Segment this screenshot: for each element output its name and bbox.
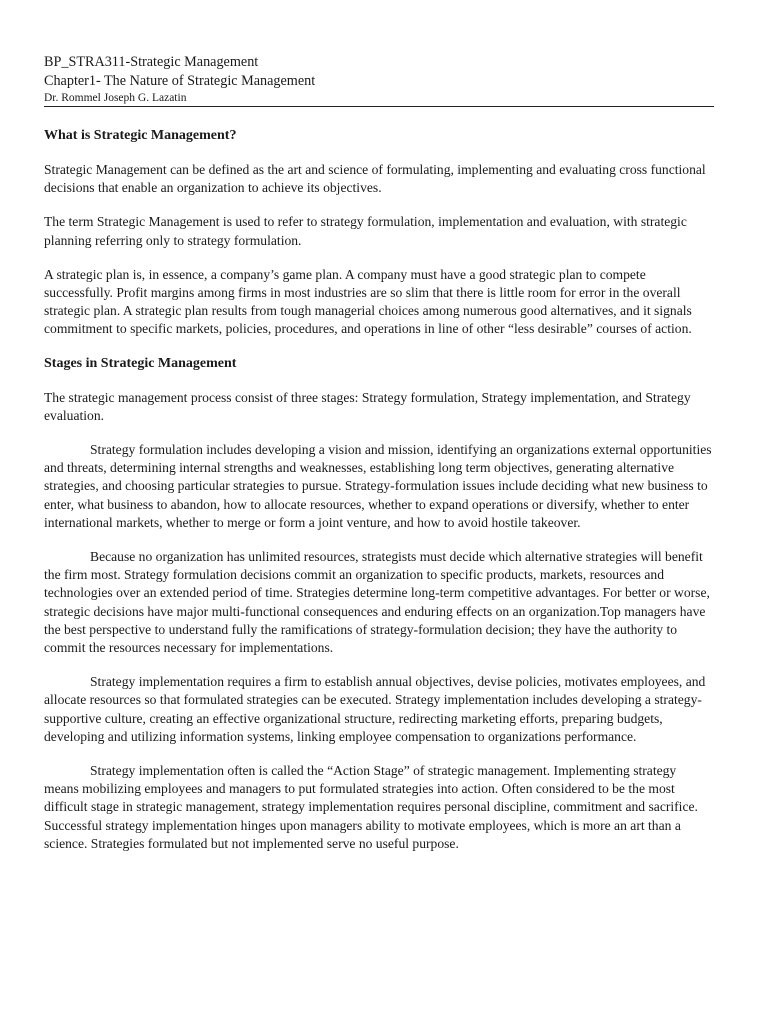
paragraph-action-stage: Strategy implementation often is called the “Action Stage” of strategic management. Implementing strategy means mobilizing employees and managers to put formulated strategies into action. Often considered to be the most difficult stage in strategic management, strategy implementation requires personal discipline, commitment and sacrifice. Successful strategy implementation hinges upon managers ability to motivate employees, which is more an art than a science. Strategies formulated but not implemented serve no useful purpose. (44, 763, 698, 851)
section-heading-what-is: What is Strategic Management? (44, 128, 237, 143)
paragraph-strategic-plan: A strategic plan is, in essence, a company’s game plan. A company must have a good strategic plan to compete successfully. Profit margins among firms in most industries are so slim that there is little room for error in the overall strategic plan. A strategic plan results from tough managerial choices among numerous good alternatives, and it signals commitment to specific markets, policies, procedures, and operations in line of other “less desirable” courses of action. (44, 266, 692, 337)
paragraph-definition: Strategic Management can be defined as the art and science of formulating, implementing and evaluating cross functional decisions that enable an organization to achieve its objectives. (44, 162, 706, 196)
paragraph-term: The term Strategic Management is used to refer to strategy formulation, implementation and evaluation, with strategic planning referring only to strategy formulation. (44, 214, 687, 248)
paragraph-formulation: Strategy formulation includes developing a vision and mission, identifying an organizations external opportunities and threats, determining internal strengths and weaknesses, establishing long term objectives, generating alternative strategies, and choosing particular strategies to pursue. Strategy-formulation issues include deciding what new business to enter, what business to abandon, how to allocate resources, whether to expand operations or diversify, whether to enter international markets, whether to merge or form a joint venture, and how to avoid hostile takeover. (44, 442, 712, 530)
document-header (44, 53, 714, 107)
paragraph-resources: Because no organization has unlimited resources, strategists must decide which alternative strategies will benefit the firm most. Strategy formulation decisions commit an organization to specific products, markets, resources and technologies over an extended period of time. Strategies determine long-term competitive advantages. For better or worse, strategic decisions have major multi-functional consequences and enduring effects on an organization.Top managers have the best perspective to understand fully the ramifications of strategy-formulation decision; they have the authority to commit the resources necessary for implementations. (44, 549, 710, 656)
document-page (44, 53, 714, 853)
chapter-title: Chapter1- The Nature of Strategic Management (44, 73, 316, 89)
course-title: BP_STRA311-Strategic Management (44, 54, 259, 70)
paragraph-stages-intro: The strategic management process consist of three stages: Strategy formulation, Strategy implementation, and Strategy evaluation. (44, 389, 691, 423)
section-heading-stages: Stages in Strategic Management (44, 355, 237, 371)
author-name: Dr. Rommel Joseph G. Lazatin (44, 91, 714, 107)
paragraph-implementation: Strategy implementation requires a firm to establish annual objectives, devise policies, motivates employees, and allocate resources so that formulated strategies can be executed. Strategy implementation includes developing a strategy-supportive culture, creating an effective organizational structure, redirecting marketing efforts, preparing budgets, developing and utilizing information systems, linking employee compensation to organizations performance. (44, 674, 706, 744)
